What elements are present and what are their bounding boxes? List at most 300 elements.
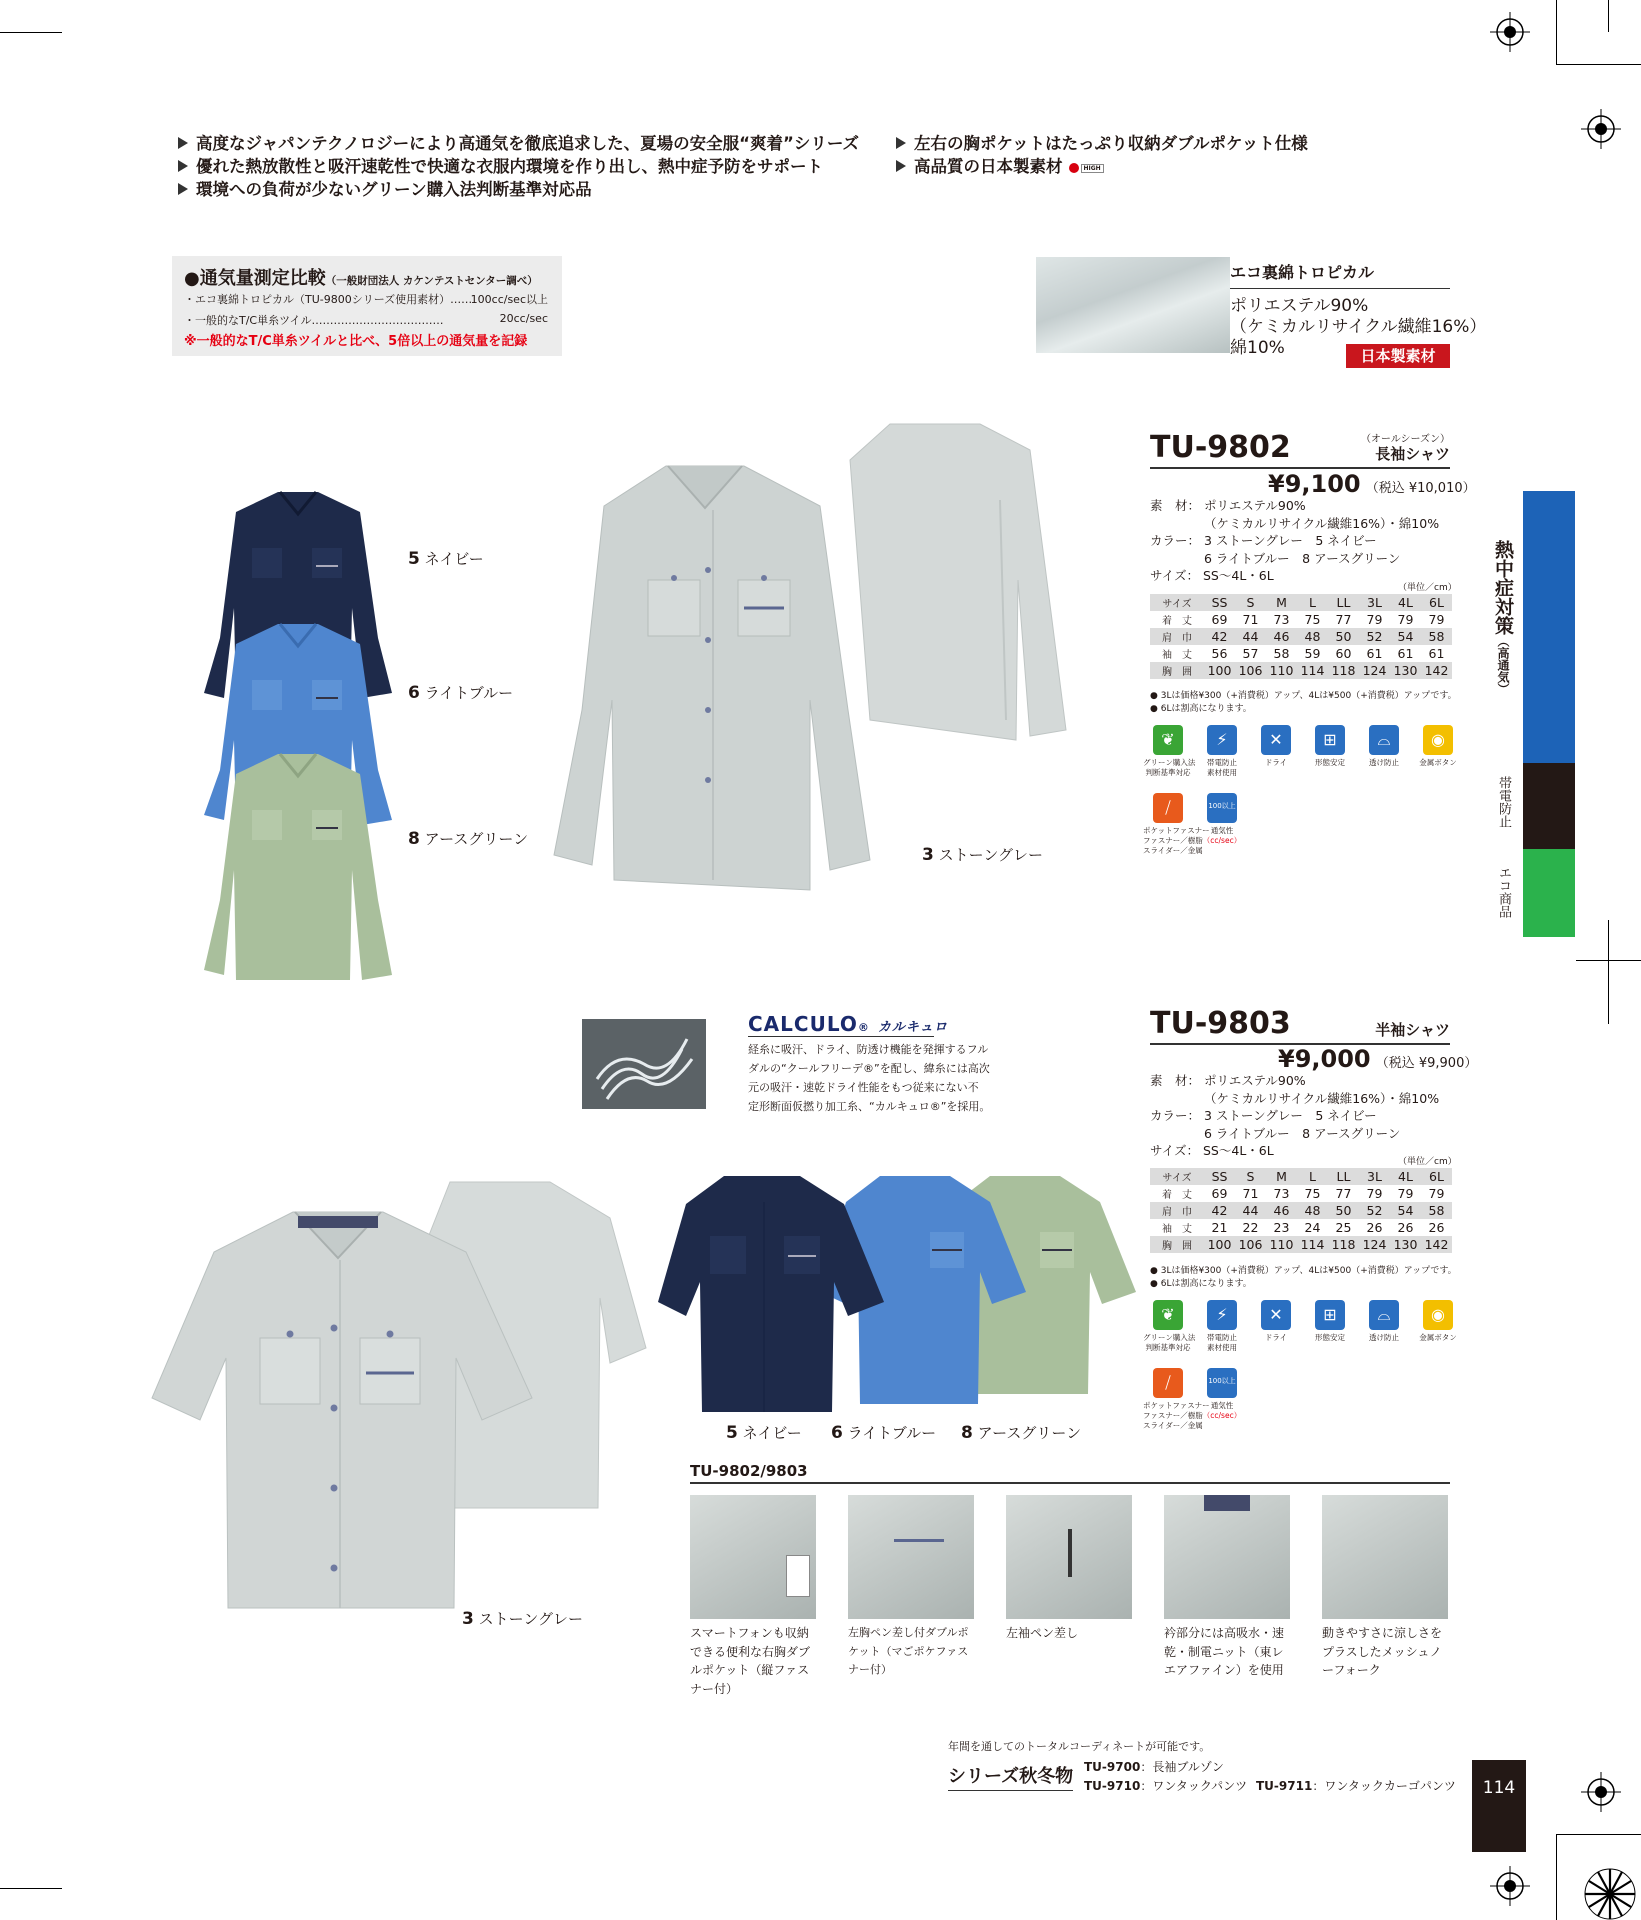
- smartphone-icon: [786, 1555, 810, 1597]
- icon-label: スライダー／金属: [1143, 846, 1203, 855]
- color-label-earthgreen-short: [961, 1422, 1081, 1443]
- feature-list-right: [896, 132, 1308, 180]
- feature-item: [178, 155, 859, 178]
- color-label-earthgreen: [408, 828, 528, 849]
- feature-icons-row2-tu9803: [1143, 1368, 1251, 1431]
- detail-caption: 動きやすさに涼しさをプラスしたメッシュノーフォーク: [1322, 1626, 1443, 1677]
- color-name: ライトブルー: [424, 684, 514, 702]
- shirt-short-navy-image: [658, 1172, 888, 1422]
- table-row: [1150, 662, 1452, 679]
- size-table-tu9802: [1150, 594, 1452, 679]
- icon-label: 透け防止: [1369, 1333, 1399, 1342]
- footer-item-code: TU-9711: [1256, 1779, 1313, 1793]
- table-cell: 61: [1397, 646, 1414, 661]
- feature-text: 高品質の日本製素材: [914, 157, 1063, 176]
- footer-item-code: TU-9710: [1084, 1779, 1141, 1793]
- table-cell: 73: [1273, 612, 1290, 627]
- spec-value: 3 ストーングレー 5 ネイビー: [1204, 1108, 1377, 1123]
- product-category: 半袖シャツ: [1375, 1021, 1450, 1039]
- table-row: [1150, 645, 1452, 662]
- leaf-icon: ❦: [1153, 725, 1183, 755]
- feature-item: [896, 132, 1308, 155]
- notes-tu9803: [1150, 1265, 1457, 1291]
- table-cell: 69: [1211, 612, 1228, 627]
- fiber-illustration-icon: [582, 1019, 706, 1109]
- fabric-swatch-image: [1036, 257, 1230, 353]
- calculo-kana: カルキュロ: [877, 1020, 948, 1035]
- table-header-cell: LL: [1328, 594, 1359, 611]
- table-cell: 124: [1359, 1236, 1390, 1253]
- side-tab-antistatic: [1523, 763, 1575, 849]
- feature-icon-zipper: [1143, 793, 1210, 856]
- metal-button-icon: ◉: [1423, 725, 1453, 755]
- icon-label: グリーン購入法: [1143, 758, 1196, 767]
- starburst-target-icon: [1584, 1868, 1636, 1920]
- price-tu9803: [1278, 1045, 1477, 1073]
- table-cell: 袖 丈: [1162, 650, 1192, 661]
- icon-label: 透け防止: [1369, 758, 1399, 767]
- airflow-row-value: 100cc/sec以上: [470, 293, 548, 306]
- feature-item: [178, 178, 859, 201]
- color-label-stonegrey-short: [462, 1608, 583, 1629]
- triangle-bullet-icon: [178, 160, 188, 172]
- feature-icon-zipper: [1143, 1368, 1210, 1431]
- airflow-row-value: 20cc/sec: [499, 312, 548, 325]
- feature-item: [178, 132, 859, 155]
- registration-mark-icon: [1581, 109, 1621, 149]
- icon-label: ポケットファスナー: [1143, 826, 1210, 835]
- feature-icon-airflow: [1197, 1368, 1247, 1431]
- details-title: TU-9802/9803: [690, 1462, 808, 1480]
- detail-caption: スマートフォンも収納できる便利な右胸ダブルポケット（縦ファスナー付）: [690, 1626, 811, 1696]
- footer-item-name: ：ワンタックカーゴパンツ: [1312, 1779, 1456, 1793]
- table-header-cell: SS: [1204, 1168, 1235, 1185]
- crop-mark: [1556, 1834, 1641, 1835]
- table-header-cell: サイズ: [1150, 1168, 1204, 1185]
- feature-icon-metal-button: [1413, 725, 1463, 778]
- divider: [1230, 288, 1450, 289]
- spec-label: サイズ：: [1150, 1143, 1200, 1158]
- zipper-icon: ⧸: [1153, 1368, 1183, 1398]
- price: ¥9,000: [1278, 1045, 1371, 1073]
- feature-icons-tu9802: [1143, 725, 1467, 778]
- feature-icon-shape-stable: [1305, 725, 1355, 778]
- dry-icon: ✕: [1261, 725, 1291, 755]
- airflow-note: ※一般的なT/C単糸ツイルと比べ、5倍以上の通気量を記録: [184, 334, 528, 349]
- triangle-bullet-icon: [896, 137, 906, 149]
- table-cell: 24: [1304, 1220, 1321, 1235]
- registration-mark-icon: [1490, 12, 1530, 52]
- table-row: [1150, 1185, 1452, 1202]
- shirt-long-earthgreen-image: [200, 750, 400, 985]
- feature-icon-antistatic: [1197, 1300, 1247, 1353]
- table-cell: 58: [1421, 1202, 1452, 1219]
- table-cell: 75: [1304, 612, 1321, 627]
- footer-item: [1084, 1777, 1247, 1794]
- table-cell: 79: [1428, 1186, 1445, 1201]
- fabric-name: エコ裏綿トロピカル: [1230, 263, 1375, 282]
- shape-stable-icon: ⊞: [1315, 1300, 1345, 1330]
- feature-icon-antistatic: [1197, 725, 1247, 778]
- calculo-line: ダルの“クールフリーデ®”を配し、緯糸には高次: [748, 1062, 990, 1075]
- feature-text: 高度なジャパンテクノロジーにより高通気を徹底追求した、夏場の安全服“爽着”シリーズ: [196, 134, 860, 153]
- table-cell: 60: [1335, 646, 1352, 661]
- table-cell: 22: [1242, 1220, 1259, 1235]
- table-cell: 胸 囲: [1150, 1236, 1204, 1253]
- table-cell: 48: [1297, 1202, 1328, 1219]
- collar-knit-icon: [1204, 1495, 1250, 1511]
- table-cell: 58: [1273, 646, 1290, 661]
- table-cell: 42: [1204, 1202, 1235, 1219]
- feature-icon-green-purchase: [1143, 725, 1196, 778]
- metal-button-icon: ◉: [1423, 1300, 1453, 1330]
- airflow-comparison-box: [172, 256, 562, 356]
- footer-item-code: TU-9700: [1084, 1760, 1141, 1774]
- table-cell: 54: [1390, 628, 1421, 645]
- icon-label: 判断基準対応: [1145, 1343, 1191, 1352]
- product-category: 長袖シャツ: [1375, 445, 1450, 463]
- table-cell: 26: [1366, 1220, 1383, 1235]
- icon-label: （cc/sec）: [1202, 836, 1242, 845]
- color-number: 8: [408, 829, 420, 849]
- table-row: [1150, 628, 1452, 645]
- divider: [748, 1036, 934, 1037]
- feature-item: [896, 155, 1308, 180]
- detail-photo-sleeve-pen: [1006, 1495, 1132, 1619]
- anti-see-through-icon: ⌓: [1369, 1300, 1399, 1330]
- airflow-source: （一般財団法人 カケンテストセンター調べ）: [325, 275, 538, 287]
- icon-label: 帯電防止: [1207, 758, 1237, 767]
- table-row: [1150, 1202, 1452, 1219]
- icon-label: 形態安定: [1315, 1333, 1345, 1342]
- table-cell: 142: [1421, 662, 1452, 679]
- table-header-cell: SS: [1204, 594, 1235, 611]
- table-header-cell: 4L: [1390, 594, 1421, 611]
- airflow-icon: [1207, 793, 1237, 823]
- table-cell: 58: [1421, 628, 1452, 645]
- shape-stable-icon: ⊞: [1315, 725, 1345, 755]
- anti-see-through-icon: ⌓: [1369, 725, 1399, 755]
- table-header-cell: S: [1235, 1168, 1266, 1185]
- spec-value: ポリエステル90%: [1204, 1073, 1306, 1088]
- spec-value: 6 ライトブルー 8 アースグリーン: [1204, 550, 1401, 566]
- table-cell: 79: [1397, 612, 1414, 627]
- feature-icon-shape-stable: [1305, 1300, 1355, 1353]
- color-label-lightblue-short: [831, 1422, 936, 1443]
- product-season: （オールシーズン）: [1360, 434, 1450, 445]
- feature-icon-anti-see-through: [1359, 725, 1409, 778]
- icon-label: 金属ボタン: [1419, 1333, 1457, 1342]
- feature-icons-tu9803: [1143, 1300, 1467, 1353]
- feature-icon-airflow: [1197, 793, 1247, 856]
- leaf-icon: ❦: [1153, 1300, 1183, 1330]
- icon-label: 素材使用: [1207, 768, 1237, 777]
- color-number: 8: [961, 1423, 973, 1443]
- calculo-logo-text: CALCULO: [748, 1012, 858, 1036]
- side-tab-title: [1490, 540, 1517, 695]
- crop-mark: [0, 1888, 62, 1889]
- icon-label: ドライ: [1264, 758, 1288, 767]
- icon-label: 通気性: [1210, 826, 1234, 835]
- calculo-line: 元の吸汗・速乾ドライ性能をもつ従来にない不: [748, 1081, 979, 1094]
- color-number: 5: [726, 1423, 738, 1443]
- lightning-icon: ⚡: [1207, 725, 1237, 755]
- footer-item: [1084, 1758, 1224, 1775]
- price: ¥9,100: [1268, 470, 1361, 498]
- product-header-tu9803: [1150, 1006, 1450, 1045]
- table-cell: 106: [1235, 662, 1266, 679]
- pen-icon: [1068, 1529, 1072, 1577]
- table-cell: 42: [1204, 628, 1235, 645]
- table-cell: 48: [1297, 628, 1328, 645]
- feature-icon-dry: [1251, 1300, 1301, 1353]
- table-cell: 23: [1273, 1220, 1290, 1235]
- table-cell: 106: [1235, 1236, 1266, 1253]
- fabric-composition-line: （ケミカルリサイクル繊維16%）: [1230, 317, 1487, 337]
- color-name: ライトブルー: [847, 1424, 937, 1442]
- table-cell: 25: [1335, 1220, 1352, 1235]
- detail-photo-smartphone-pocket: [690, 1495, 816, 1619]
- side-tab-main: 熱中症対策: [1492, 540, 1514, 635]
- side-tab-antistatic-label: 帯電防止: [1496, 776, 1511, 828]
- table-cell: 77: [1335, 1186, 1352, 1201]
- spec-label: カラー：: [1150, 1108, 1201, 1123]
- icon-label: 形態安定: [1315, 758, 1345, 767]
- price-tax: （税込 ¥10,010）: [1365, 481, 1476, 496]
- note-line: ● 3Lは価格¥300（+消費税）アップ、4Lは¥500（+消費税）アップです。: [1150, 691, 1457, 701]
- feature-icon-green-purchase: [1143, 1300, 1196, 1353]
- registration-mark-icon: [1581, 1772, 1621, 1812]
- spec-value: 6 ライトブルー 8 アースグリーン: [1204, 1125, 1401, 1141]
- detail-caption: 左袖ペン差し: [1006, 1626, 1079, 1640]
- airflow-badge: 100以上: [1208, 802, 1236, 810]
- color-label-stonegrey: [922, 844, 1043, 865]
- table-header-cell: 3L: [1359, 1168, 1390, 1185]
- table-cell: 52: [1359, 628, 1390, 645]
- table-cell: 50: [1328, 1202, 1359, 1219]
- table-header-cell: 6L: [1421, 1168, 1452, 1185]
- table-cell: 44: [1235, 628, 1266, 645]
- table-cell: 着 丈: [1162, 616, 1192, 627]
- color-name: アースグリーン: [424, 830, 529, 848]
- unit-label: （単位／cm）: [1398, 583, 1457, 593]
- table-header-cell: L: [1297, 1168, 1328, 1185]
- table-cell: 61: [1366, 646, 1383, 661]
- crop-mark: [1608, 0, 1609, 32]
- table-cell: 肩 巾: [1150, 628, 1204, 645]
- spec-value: SS〜4L・6L: [1203, 1143, 1274, 1158]
- spec-value: SS〜4L・6L: [1203, 568, 1274, 583]
- table-cell: 79: [1366, 1186, 1383, 1201]
- crop-mark: [1556, 1834, 1557, 1920]
- spec-value: （ケミカルリサイクル繊維16%）・綿10%: [1204, 515, 1440, 531]
- feature-text: 優れた熱放散性と吸汗速乾性で快適な衣服内環境を作り出し、熱中症予防をサポート: [196, 157, 823, 176]
- product-header-tu9802: [1150, 430, 1450, 469]
- table-header-cell: M: [1266, 1168, 1297, 1185]
- table-cell: 77: [1335, 612, 1352, 627]
- color-label-navy: [408, 548, 484, 569]
- airflow-row-label: ・エコ裏綿トロピカル（TU-9800シリーズ使用素材）……: [184, 293, 473, 306]
- icon-label: 判断基準対応: [1145, 768, 1191, 777]
- icon-label: 素材使用: [1207, 1343, 1237, 1352]
- model-number: TU-9802: [1150, 430, 1291, 465]
- spec-label: サイズ：: [1150, 568, 1200, 583]
- crop-mark: [1556, 64, 1641, 65]
- table-cell: 118: [1328, 1236, 1359, 1253]
- icon-label: ファスナー／樹脂: [1143, 836, 1203, 845]
- detail-caption: 左胸ペン差し付ダブルポケット（マごポケファスナー付）: [848, 1626, 969, 1676]
- price-tax: （税込 ¥9,900）: [1375, 1056, 1478, 1071]
- table-cell: 46: [1266, 628, 1297, 645]
- size-table-header-row: [1150, 1168, 1452, 1185]
- icon-label: 金属ボタン: [1419, 758, 1457, 767]
- detail-photo-mesh: [1322, 1495, 1448, 1619]
- feature-icons-row2-tu9802: [1143, 793, 1251, 856]
- crop-mark: [1608, 920, 1609, 1024]
- table-cell: 79: [1397, 1186, 1414, 1201]
- spec-value: 3 ストーングレー 5 ネイビー: [1204, 533, 1377, 548]
- fabric-composition-line: ポリエステル90%: [1230, 296, 1369, 316]
- table-cell: 110: [1266, 1236, 1297, 1253]
- airflow-badge: 100以上: [1208, 1377, 1236, 1385]
- color-number: 6: [831, 1423, 843, 1443]
- table-cell: 胸 囲: [1150, 662, 1204, 679]
- color-label-lightblue: [408, 682, 513, 703]
- calculo-line: 経糸に吸汗、ドライ、防透け機能を発揮するフル: [748, 1043, 989, 1056]
- shirt-long-stonegrey-front-image: [548, 460, 878, 900]
- airflow-row-label: ・一般的なT/C単糸ツイル………………………………: [184, 314, 444, 327]
- color-name: ネイビー: [424, 550, 484, 568]
- price-tu9802: [1268, 470, 1476, 498]
- page-number: 114: [1472, 1760, 1526, 1852]
- table-cell: 26: [1397, 1220, 1414, 1235]
- zipper-icon: ⧸: [1153, 793, 1183, 823]
- spec-value: （ケミカルリサイクル繊維16%）・綿10%: [1204, 1090, 1440, 1106]
- spec-value: ポリエステル90%: [1204, 498, 1306, 513]
- made-in-japan-badge: 日本製素材: [1346, 344, 1450, 368]
- table-cell: 71: [1242, 612, 1259, 627]
- unit-label: （単位／cm）: [1398, 1157, 1457, 1167]
- table-cell: 130: [1390, 1236, 1421, 1253]
- table-cell: 61: [1428, 646, 1445, 661]
- table-cell: 110: [1266, 662, 1297, 679]
- table-cell: 54: [1390, 1202, 1421, 1219]
- table-cell: 肩 巾: [1150, 1202, 1204, 1219]
- lightning-icon: ⚡: [1207, 1300, 1237, 1330]
- note-line: ● 6Lは割高になります。: [1150, 1279, 1252, 1289]
- table-cell: 114: [1297, 1236, 1328, 1253]
- spec-label: 素 材：: [1150, 1073, 1201, 1088]
- divider: [690, 1482, 1450, 1484]
- color-number: 3: [922, 845, 934, 865]
- footer-lead: 年間を通してのトータルコーディネートが可能です。: [948, 1740, 1211, 1753]
- color-name: ストーングレー: [478, 1610, 584, 1628]
- table-header-cell: L: [1297, 594, 1328, 611]
- zipper-trim-icon: [894, 1539, 944, 1542]
- table-cell: 100: [1204, 662, 1235, 679]
- feature-text: 環境への負荷が少ないグリーン購入法判断基準対応品: [196, 180, 592, 199]
- table-cell: 50: [1328, 628, 1359, 645]
- triangle-bullet-icon: [178, 137, 188, 149]
- feature-icon-dry: [1251, 725, 1301, 778]
- table-cell: 73: [1273, 1186, 1290, 1201]
- table-cell: 79: [1428, 612, 1445, 627]
- table-cell: 79: [1366, 612, 1383, 627]
- table-cell: 118: [1328, 662, 1359, 679]
- icon-label: （cc/sec）: [1202, 1411, 1242, 1420]
- footer-item: [1256, 1777, 1456, 1794]
- side-tab-eco-label: エコ商品: [1496, 866, 1511, 918]
- table-row: [1150, 611, 1452, 628]
- feature-text: 左右の胸ポケットはたっぷり収納ダブルポケット仕様: [914, 134, 1308, 153]
- table-cell: 57: [1242, 646, 1259, 661]
- airflow-title: [184, 264, 538, 290]
- side-tab-sub: （高通気）: [1496, 635, 1510, 695]
- triangle-bullet-icon: [896, 160, 906, 172]
- icon-label: グリーン購入法: [1143, 1333, 1196, 1342]
- calculo-line: 定形断面仮撚り加工糸、“カルキュロ®”を採用。: [748, 1100, 991, 1113]
- model-number: TU-9803: [1150, 1006, 1291, 1041]
- calculo-fiber-image: [582, 1019, 706, 1109]
- footer-item-name: ：長袖ブルゾン: [1140, 1760, 1224, 1774]
- high-quality-mark: HIGH: [1081, 164, 1104, 173]
- icon-label: ポケットファスナー: [1143, 1401, 1210, 1410]
- airflow-icon: [1207, 1368, 1237, 1398]
- table-cell: 124: [1359, 662, 1390, 679]
- size-table-header-row: [1150, 594, 1452, 611]
- dry-icon: ✕: [1261, 1300, 1291, 1330]
- table-cell: 59: [1304, 646, 1321, 661]
- feature-list-left: [178, 132, 859, 201]
- crop-mark: [1556, 0, 1557, 64]
- shirt-short-stonegrey-front-image: [148, 1208, 538, 1618]
- size-table-tu9803: [1150, 1168, 1452, 1253]
- color-name: ネイビー: [742, 1424, 802, 1442]
- japan-flag-icon: [1069, 163, 1079, 173]
- table-header-cell: 3L: [1359, 594, 1390, 611]
- table-cell: 69: [1211, 1186, 1228, 1201]
- calculo-logo: [748, 1012, 948, 1036]
- detail-photo-collar: [1164, 1495, 1290, 1619]
- table-header-cell: S: [1235, 594, 1266, 611]
- spec-label: カラー：: [1150, 533, 1201, 548]
- spec-label: 素 材：: [1150, 498, 1201, 513]
- table-header-cell: サイズ: [1150, 594, 1204, 611]
- crop-mark: [0, 32, 62, 33]
- fabric-composition-line: 綿10%: [1230, 338, 1285, 358]
- detail-photo-pen-pocket: [848, 1495, 974, 1619]
- calculo-description: [748, 1040, 990, 1116]
- table-row: [1150, 1219, 1452, 1236]
- table-cell: 114: [1297, 662, 1328, 679]
- divider: [1150, 467, 1450, 469]
- side-tab-heat-measures: [1523, 491, 1575, 763]
- color-name: アースグリーン: [977, 1424, 1082, 1442]
- note-line: ● 6Lは割高になります。: [1150, 704, 1252, 714]
- icon-label: 通気性: [1210, 1401, 1234, 1410]
- icon-label: スライダー／金属: [1143, 1421, 1203, 1430]
- table-cell: 75: [1304, 1186, 1321, 1201]
- table-header-cell: 6L: [1421, 594, 1452, 611]
- table-cell: 52: [1359, 1202, 1390, 1219]
- note-line: ● 3Lは価格¥300（+消費税）アップ、4Lは¥500（+消費税）アップです。: [1150, 1266, 1457, 1276]
- specs-tu9803: [1150, 1072, 1439, 1160]
- icon-label: ドライ: [1264, 1333, 1288, 1342]
- feature-icon-metal-button: [1413, 1300, 1463, 1353]
- notes-tu9802: [1150, 690, 1457, 716]
- color-label-navy-short: [726, 1422, 802, 1443]
- color-number: 5: [408, 549, 420, 569]
